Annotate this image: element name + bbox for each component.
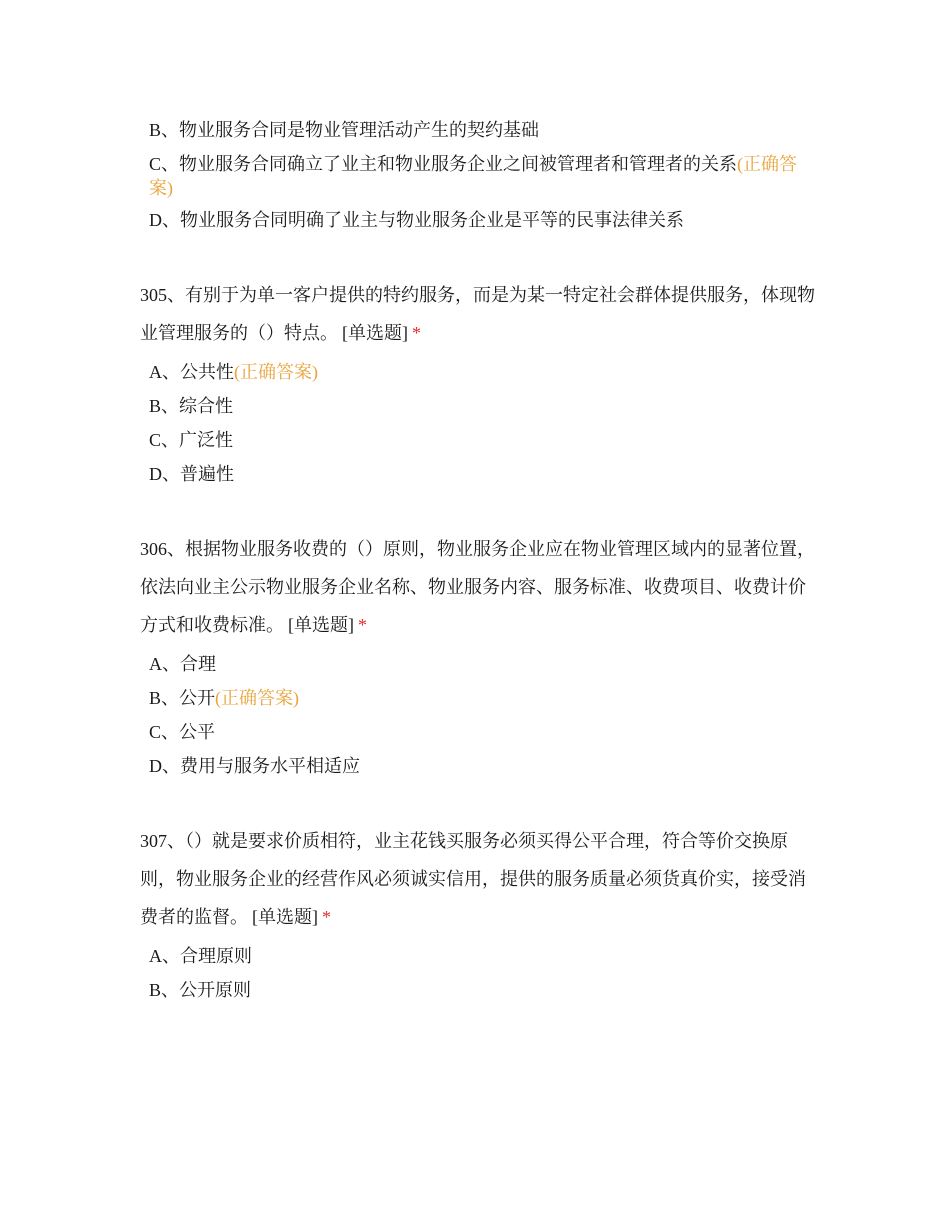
option-d: D、费用与服务水平相适应 [149, 756, 360, 776]
option-c: C、物业服务合同确立了业主和物业服务企业之间被管理者和管理者的关系(正确答案) [149, 154, 798, 198]
question-305 [140, 276, 815, 486]
required-mark: * [322, 907, 331, 927]
option-b: B、综合性 [149, 396, 234, 416]
correct-answer-tag: (正确答案) [234, 362, 318, 382]
option-b: B、物业服务合同是物业管理活动产生的契约基础 [149, 120, 540, 140]
question-type: [单选题] [342, 323, 408, 343]
question-type: [单选题] [252, 907, 318, 927]
question-stem: 306、根据物业服务收费的（）原则，物业服务企业应在物业管理区域内的显著位置，依法向业主公示物业服务企业名称、物业服务内容、服务标准、收费项目、收费计价方式和收费标准。 [单选题] * [140, 539, 815, 635]
required-mark: * [358, 615, 367, 635]
option-b: B、公开(正确答案) [149, 688, 300, 708]
required-mark: * [412, 323, 421, 343]
option-a: A、合理原则 [149, 946, 252, 966]
option-a: A、公共性(正确答案) [149, 362, 318, 382]
question-stem: 305、有别于为单一客户提供的特约服务，而是为某一特定社会群体提供服务，体现物业管理服务的（）特点。 [单选题] * [140, 285, 815, 343]
document-page [140, 118, 815, 1012]
option-d: D、物业服务合同明确了业主与物业服务企业是平等的民事法律关系 [149, 210, 684, 230]
option-b: B、公开原则 [149, 980, 252, 1000]
option-c: C、公平 [149, 722, 216, 742]
option-d: D、普遍性 [149, 464, 234, 484]
question-type: [单选题] [288, 615, 354, 635]
prev-question-options [140, 118, 815, 232]
option-c: C、广泛性 [149, 430, 234, 450]
question-stem: 307、（）就是要求价质相符，业主花钱买服务必须买得公平合理，符合等价交换原则，物业服务企业的经营作风必须诚实信用，提供的服务质量必须货真价实，接受消费者的监督。 [单选题] * [140, 831, 806, 927]
correct-answer-tag: (正确答案) [149, 154, 798, 198]
correct-answer-tag: (正确答案) [215, 688, 300, 708]
option-a: A、合理 [149, 654, 216, 674]
question-306 [140, 530, 815, 778]
question-307 [140, 822, 815, 1002]
